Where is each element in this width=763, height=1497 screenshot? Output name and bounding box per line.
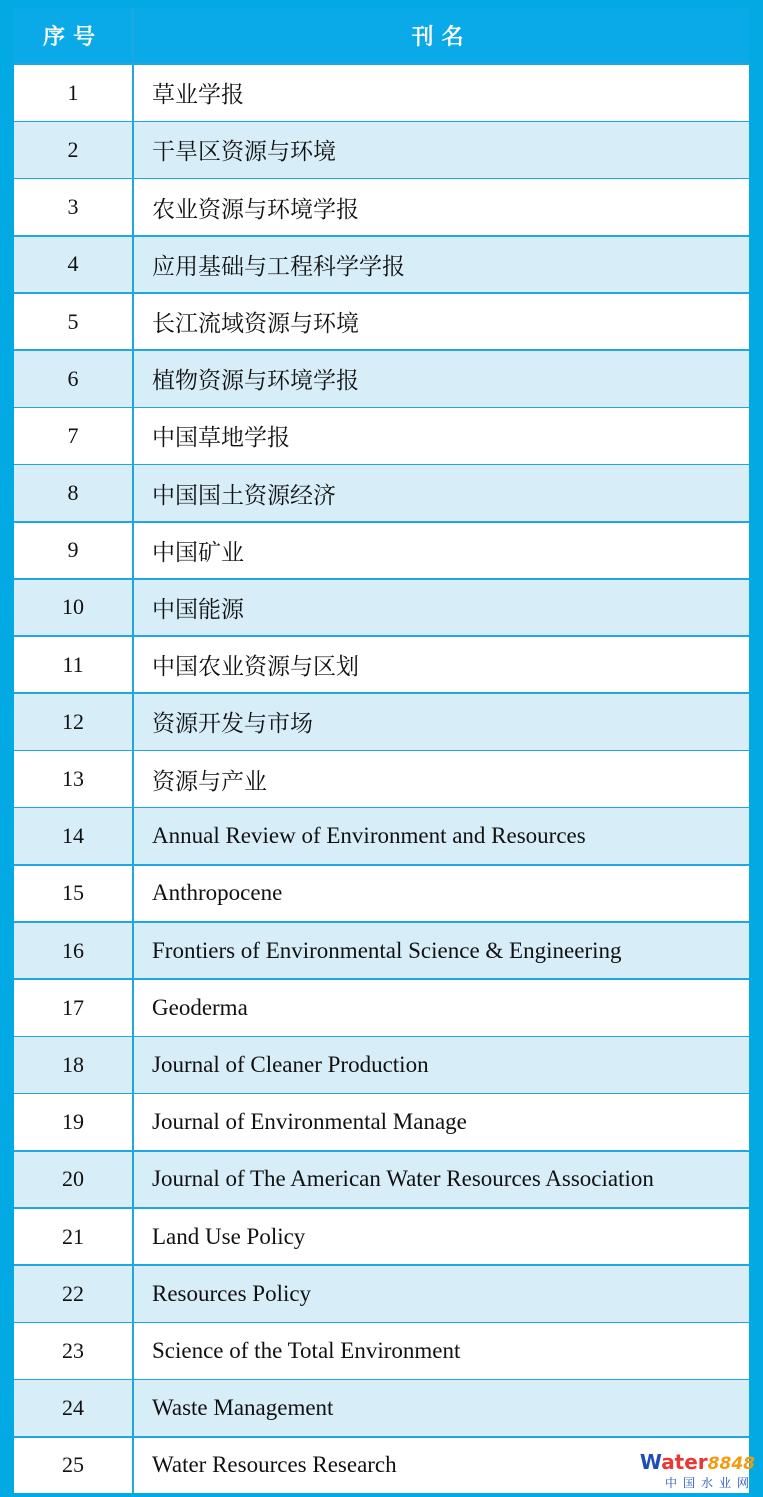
journal-title: Journal of Cleaner Production — [134, 1037, 749, 1093]
row-number: 21 — [14, 1209, 132, 1265]
journal-title: Land Use Policy — [134, 1209, 749, 1265]
journal-title: Anthropocene — [134, 866, 749, 922]
watermark-wordmark: Water8848 — [639, 1450, 755, 1474]
journal-title: 中国能源 — [134, 580, 749, 636]
row-number: 9 — [14, 523, 132, 579]
journal-title: 中国草地学报 — [134, 408, 749, 464]
table-row — [14, 1094, 749, 1150]
journal-title: 长江流域资源与环境 — [134, 294, 749, 350]
table-row — [14, 294, 749, 350]
journal-title: 农业资源与环境学报 — [134, 179, 749, 235]
table-row — [14, 923, 749, 979]
row-number: 23 — [14, 1323, 132, 1379]
journal-title: Annual Review of Environment and Resources — [134, 808, 749, 864]
table-row — [14, 808, 749, 864]
header-journal-name: 刊名 — [132, 8, 749, 63]
table-row — [14, 637, 749, 693]
row-number: 5 — [14, 294, 132, 350]
row-number: 1 — [14, 65, 132, 121]
row-number: 2 — [14, 122, 132, 178]
table-row — [14, 1037, 749, 1093]
header-serial-number: 序号 — [42, 25, 103, 50]
table-row — [14, 65, 749, 121]
row-number: 12 — [14, 694, 132, 750]
table-header — [14, 8, 749, 65]
table-row — [14, 980, 749, 1036]
row-number: 3 — [14, 179, 132, 235]
table-row — [14, 122, 749, 178]
journal-title: Geoderma — [134, 980, 749, 1036]
row-number: 18 — [14, 1037, 132, 1093]
row-number: 20 — [14, 1152, 132, 1208]
table-body — [14, 65, 749, 1493]
row-number: 14 — [14, 808, 132, 864]
table-row — [14, 751, 749, 807]
row-number: 24 — [14, 1380, 132, 1436]
row-number: 7 — [14, 408, 132, 464]
row-number: 15 — [14, 866, 132, 922]
journal-title: Frontiers of Environmental Science & Engineering — [134, 923, 749, 979]
table-row — [14, 465, 749, 521]
journal-title: 植物资源与环境学报 — [134, 351, 749, 407]
journal-title: Journal of The American Water Resources Association — [134, 1152, 749, 1208]
row-number: 25 — [14, 1438, 132, 1494]
table-row — [14, 1266, 749, 1322]
table-row — [14, 351, 749, 407]
table-row — [14, 1323, 749, 1379]
row-number: 11 — [14, 637, 132, 693]
table-row — [14, 694, 749, 750]
row-number: 6 — [14, 351, 132, 407]
journal-title: 中国矿业 — [134, 523, 749, 579]
table-row — [14, 237, 749, 293]
journal-title: Resources Policy — [134, 1266, 749, 1322]
journal-title: Water Resources Research — [134, 1438, 749, 1494]
row-number: 13 — [14, 751, 132, 807]
table-row — [14, 523, 749, 579]
journal-title: 应用基础与工程科学学报 — [134, 237, 749, 293]
table-row — [14, 179, 749, 235]
journal-title: 草业学报 — [134, 65, 749, 121]
table-row — [14, 408, 749, 464]
journal-title: 干旱区资源与环境 — [134, 122, 749, 178]
row-number: 17 — [14, 980, 132, 1036]
table-row — [14, 1438, 749, 1494]
table-row — [14, 1209, 749, 1265]
journal-title: Science of the Total Environment — [134, 1323, 749, 1379]
journal-title: Waste Management — [134, 1380, 749, 1436]
row-number: 4 — [14, 237, 132, 293]
row-number: 8 — [14, 465, 132, 521]
watermark-logo — [640, 1452, 755, 1491]
journal-title: 中国农业资源与区划 — [134, 637, 749, 693]
row-number: 16 — [14, 923, 132, 979]
table-row — [14, 1380, 749, 1436]
journal-title: 资源与产业 — [134, 751, 749, 807]
watermark-subtitle: 中国水业网 — [664, 1476, 755, 1490]
journal-table — [14, 8, 749, 1493]
table-row — [14, 1152, 749, 1208]
table-row — [14, 580, 749, 636]
row-number: 22 — [14, 1266, 132, 1322]
journal-title: Journal of Environmental Manage — [134, 1094, 749, 1150]
journal-title: 资源开发与市场 — [134, 694, 749, 750]
row-number: 10 — [14, 580, 132, 636]
table-row — [14, 866, 749, 922]
journal-title: 中国国土资源经济 — [134, 465, 749, 521]
row-number: 19 — [14, 1094, 132, 1150]
